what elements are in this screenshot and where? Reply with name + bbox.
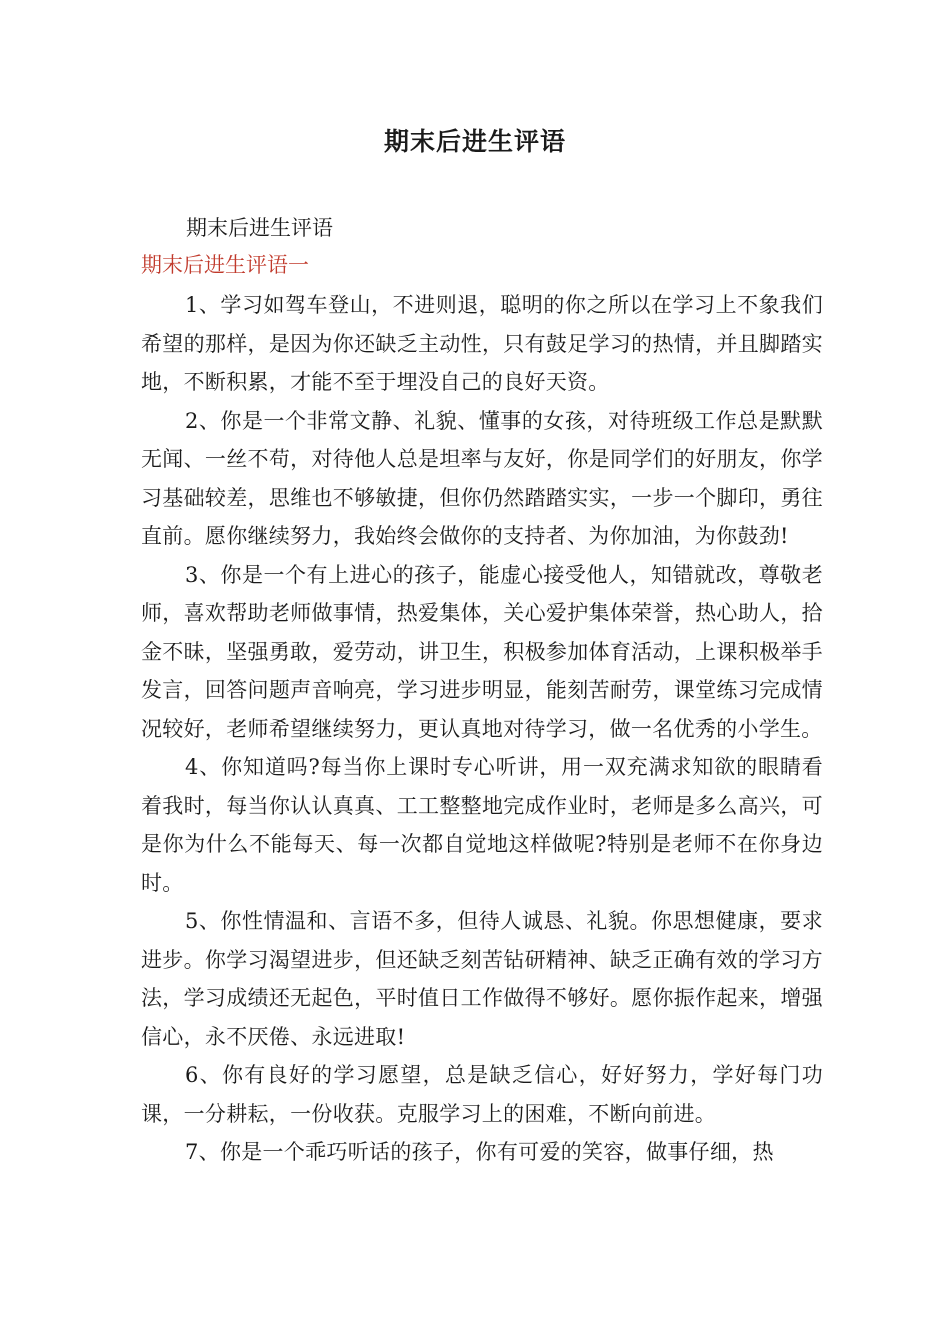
- paragraph: 2、你是一个非常文静、礼貌、懂事的女孩，对待班级工作总是默默无闻、一丝不苟，对待他人总是坦率与友好，你是同学们的好朋友，你学习基础较差，思维也不够敏捷，但你仍然踏踏实实，一步一个脚印，勇往直前。愿你继续努力，我始终会做你的支持者、为你加油，为你鼓劲!: [141, 408, 823, 548]
- document-title: 期末后进生评语: [383, 127, 566, 156]
- paragraph: 3、你是一个有上进心的孩子，能虚心接受他人，知错就改，尊敬老师，喜欢帮助老师做事情，热爱集体，关心爱护集体荣誉，热心助人，拾金不昧，坚强勇敢，爱劳动，讲卫生，积极参加体育活动，上课积极举手发言，回答问题声音响亮，学习进步明显，能刻苦耐劳，课堂练习完成情况较好，老师希望继续努力，更认真地对待学习，做一名优秀的小学生。: [141, 562, 823, 741]
- paragraph: 4、你知道吗?每当你上课时专心听讲，用一双充满求知欲的眼睛看着我时，每当你认认真真、工工整整地完成作业时，老师是多么高兴，可是你为什么不能每天、每一次都自觉地这样做呢?特别是老师不在你身边时。: [141, 755, 823, 895]
- paragraph: 5、你性情温和、言语不多，但待人诚恳、礼貌。你思想健康，要求进步。你学习渴望进步，但还缺乏刻苦钻研精神、缺乏正确有效的学习方法，学习成绩还无起色，平时值日工作做得不够好。愿你振作起来，增强信心，永不厌倦、永远进取!: [141, 909, 823, 1049]
- paragraph: 7、你是一个乖巧听话的孩子，你有可爱的笑容，做事仔细，热: [185, 1140, 774, 1164]
- paragraph: 6、你有良好的学习愿望，总是缺乏信心，好好努力，学好每门功课，一分耕耘，一份收获。克服学习上的困难，不断向前进。: [141, 1063, 823, 1126]
- document-body: [141, 286, 823, 1172]
- document-subtitle: 期末后进生评语: [186, 216, 333, 240]
- section-heading: 期末后进生评语一: [141, 253, 309, 277]
- paragraph: 1、学习如驾车登山，不进则退，聪明的你之所以在学习上不象我们希望的那样，是因为你还缺乏主动性，只有鼓足学习的热情，并且脚踏实地，不断积累，才能不至于埋没自己的良好天资。: [141, 293, 823, 394]
